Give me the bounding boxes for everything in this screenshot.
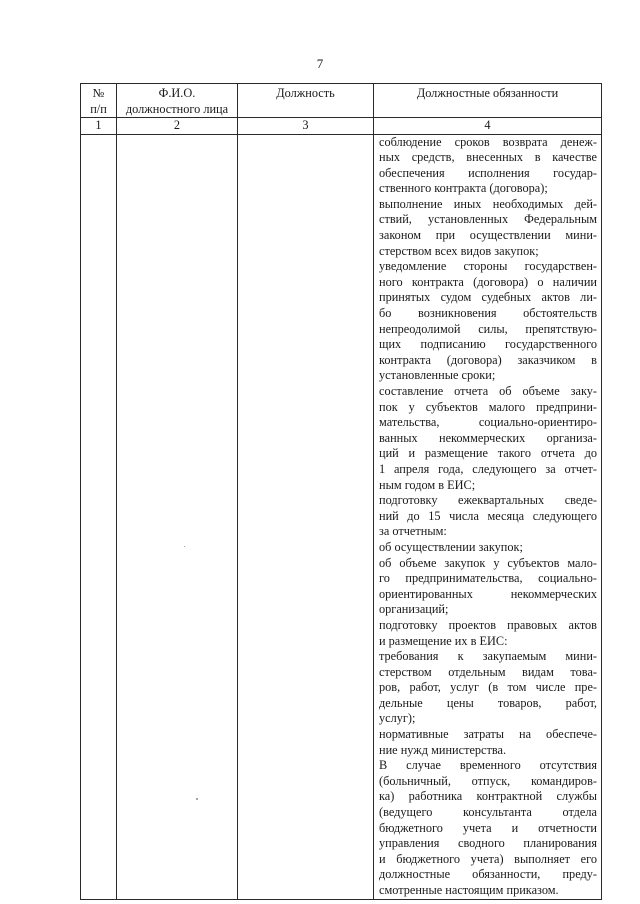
- duties-line: ствий, установленных Федеральным: [379, 212, 597, 227]
- duties-line: ных средств, внесенных в качестве: [379, 150, 597, 165]
- duties-line: го предпринимательства, социально-: [379, 571, 597, 586]
- duties-line: об осуществлении закупок;: [379, 539, 523, 554]
- duties-line: стерством всех видов закупок;: [379, 243, 539, 258]
- cell-duties: [374, 134, 602, 899]
- duties-line: ров, работ, услуг (в том числе пре-: [379, 680, 597, 695]
- header-duties-text: Должностные обязанности: [416, 86, 559, 100]
- duties-line: бюджетного учета и отчетности: [379, 820, 597, 835]
- cell-position: [238, 134, 374, 899]
- duties-line: и размещение их в ЕИС:: [379, 633, 508, 648]
- duties-line: выполнение иных необходимых дей-: [379, 196, 597, 211]
- index-cell-3: 3: [238, 118, 374, 135]
- header-duties: [374, 84, 602, 118]
- duties-line: ного контракта (договора) о наличии: [379, 274, 597, 289]
- duties-line: и бюджетного учета) выполняет его: [379, 851, 597, 866]
- duties-line: ным годом в ЕИС;: [379, 477, 476, 492]
- duties-line: установленные сроки;: [379, 368, 496, 383]
- cell-fio: [117, 134, 238, 899]
- duties-line: подготовку проектов правовых актов: [379, 617, 597, 632]
- duties-line: управления сводного планирования: [379, 836, 597, 851]
- duties-line: ние нужд министерства.: [379, 742, 507, 757]
- duties-table: [80, 83, 602, 900]
- duties-line: ванных некоммерческих организа-: [379, 430, 597, 445]
- duties-line: уведомление стороны государствен-: [379, 259, 597, 274]
- duties-line: законом при осуществлении мини-: [379, 228, 597, 243]
- header-position: [238, 84, 374, 118]
- duties-line: (ведущего консультанта отдела: [379, 805, 597, 820]
- scan-speck: [196, 798, 198, 800]
- duties-line: услуг);: [379, 711, 416, 726]
- duties-line: ний до 15 числа месяца следующего: [379, 508, 597, 523]
- duties-line: стерством отдельным видам това-: [379, 664, 597, 679]
- duties-line: В случае временного отсутствия: [379, 758, 597, 773]
- duties-line: ориентированных некоммерческих: [379, 586, 597, 601]
- header-fio-line1: Ф.И.О.: [158, 86, 196, 100]
- header-row: [81, 84, 602, 118]
- duties-line: об объеме закупок у субъектов мало-: [379, 555, 597, 570]
- header-position-text: Должность: [276, 86, 335, 100]
- duties-line: подготовку ежеквартальных сведе-: [379, 493, 597, 508]
- duties-text: [374, 135, 601, 899]
- duties-line: принятых судом судебных актов ли-: [379, 290, 597, 305]
- index-cell-2: 2: [117, 118, 238, 135]
- duties-line: обеспечения исполнения государ-: [379, 165, 597, 180]
- duties-line: должностные обязанности, преду-: [379, 867, 597, 882]
- duties-line: за отчетным:: [379, 524, 447, 539]
- scan-speck: [184, 546, 185, 547]
- duties-line: непреодолимой силы, препятствую-: [379, 321, 597, 336]
- duties-line: 1 апреля года, следующего за отчет-: [379, 461, 597, 476]
- duties-line: ка) работника контрактной службы: [379, 789, 597, 804]
- duties-line: бо возникновения обстоятельств: [379, 306, 597, 321]
- index-cell-4: 4: [374, 118, 602, 135]
- header-number-line2: п/п: [90, 101, 107, 116]
- duties-line: ций и размещение такого отчета до: [379, 446, 597, 461]
- duties-line: мательства, социально-ориентиро-: [379, 415, 597, 430]
- duties-line: смотренные настоящим приказом.: [379, 883, 559, 897]
- duties-line: организаций;: [379, 602, 449, 617]
- duties-line: дельные цены товаров, работ,: [379, 695, 597, 710]
- duties-line: контракта (договора) заказчиком в: [379, 352, 597, 367]
- duties-line: пок у субъектов малого предприни-: [379, 399, 597, 414]
- header-fio: [117, 84, 238, 118]
- body-row: [81, 134, 602, 899]
- duties-line: требования к закупаемым мини-: [379, 649, 597, 664]
- index-row: [81, 118, 602, 135]
- index-cell-1: 1: [81, 118, 117, 135]
- duties-line: щих подписанию государственного: [379, 337, 597, 352]
- duties-line: составление отчета об объеме заку-: [379, 384, 597, 398]
- duties-line: (больничный, отпуск, командиров-: [379, 773, 597, 788]
- cell-number: [81, 134, 117, 899]
- header-fio-line2: должностного лица: [125, 101, 229, 116]
- page-number: 7: [316, 56, 324, 71]
- header-number: [81, 84, 117, 118]
- header-number-line1: №: [92, 86, 105, 100]
- duties-line: ственного контракта (договора);: [379, 181, 548, 196]
- duties-line: нормативные затраты на обеспече-: [379, 727, 597, 742]
- duties-line: соблюдение сроков возврата денеж-: [379, 134, 597, 149]
